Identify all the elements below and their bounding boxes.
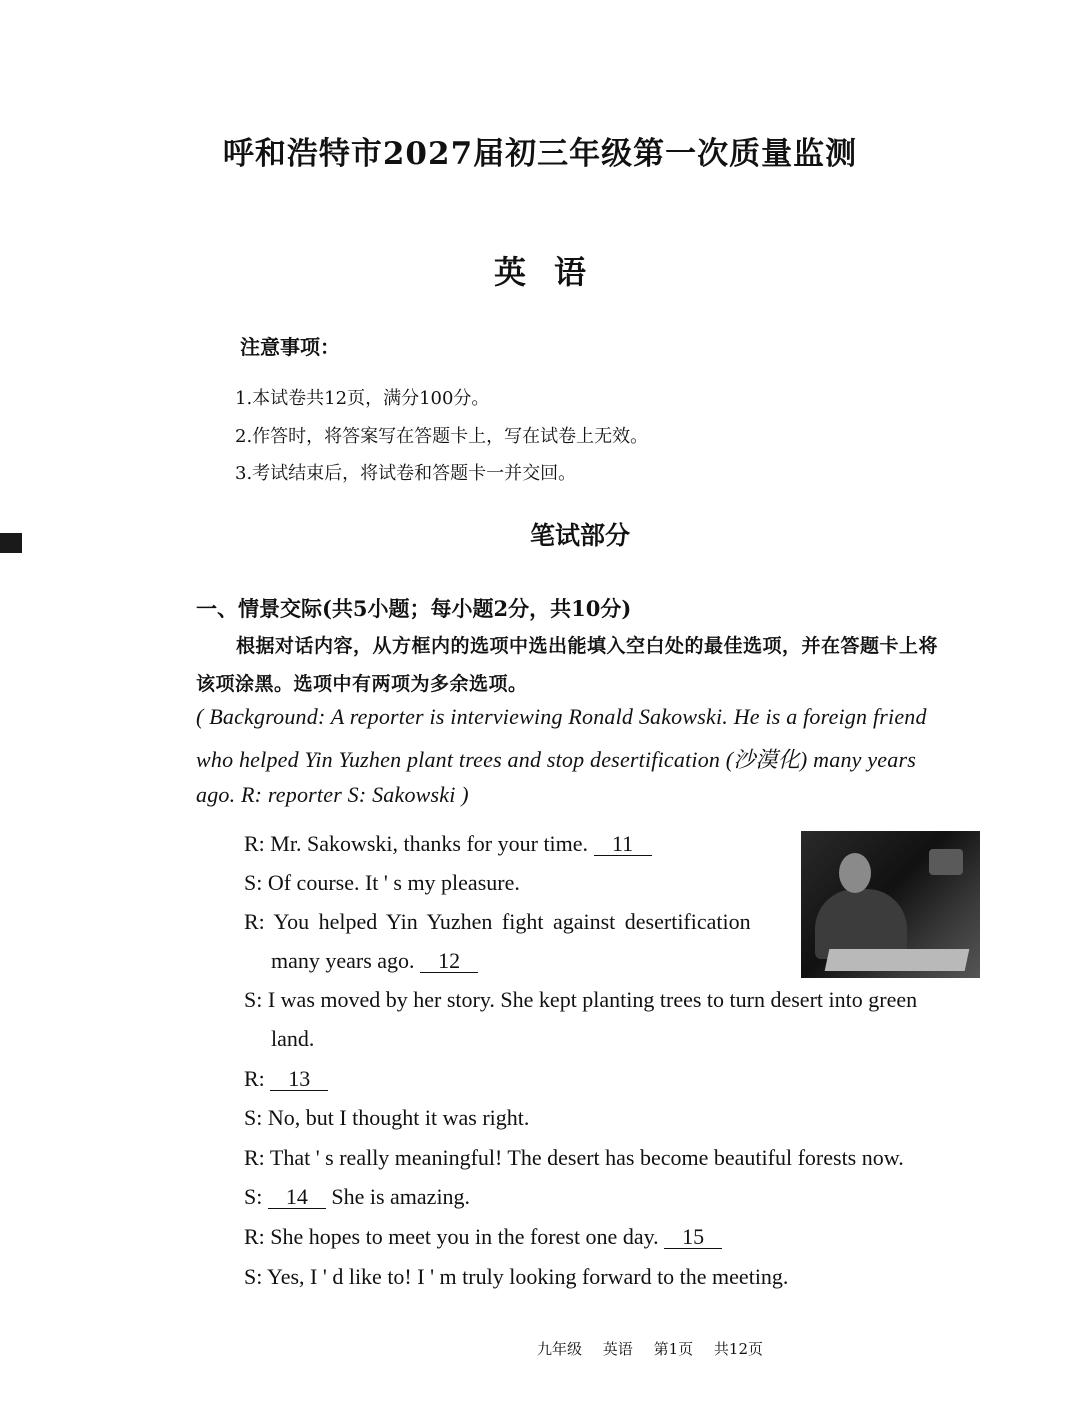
notice-item: 3.考试结束后，将试卷和答题卡一并交回。 [235, 463, 577, 484]
answer-blank: 15 [664, 1225, 722, 1249]
instruction-line: 该项涂黑。选项中有两项为多余选项。 [196, 673, 528, 695]
dialogue-line: R: 13 [244, 1066, 328, 1092]
dialogue-line: R: She hopes to meet you in the forest one day. 15 [244, 1224, 722, 1250]
footer-grade: 九年级 [536, 1340, 582, 1358]
dialogue-line: many years ago. 12 [271, 948, 478, 974]
dialogue-line: R: You helped Yin Yuzhen fight against desertification [244, 909, 751, 934]
instruction-line: 根据对话内容，从方框内的选项中选出能填入空白处的最佳选项，并在答题卡上将 [236, 635, 939, 657]
answer-blank: 14 [268, 1185, 326, 1209]
footer-subject: 英语 [602, 1340, 633, 1358]
notice-item: 1.本试卷共12页，满分100分。 [235, 388, 490, 409]
notice-item: 2.作答时，将答案写在答题卡上，写在试卷上无效。 [235, 426, 649, 447]
dialogue-line: land. [271, 1026, 315, 1051]
background-line: ago. R: reporter S: Sakowski ) [196, 782, 469, 807]
exam-title: 呼和浩特市2027届初三年级第一次质量监测 [222, 136, 858, 172]
dialogue-line: R: That ' s really meaningful! The desert has become beautiful forests now. [244, 1145, 904, 1170]
interview-photo [801, 831, 980, 978]
notice-heading: 注意事项： [240, 335, 340, 359]
subject-title: 英语 [493, 253, 614, 291]
dialogue-line: S: I was moved by her story. She kept planting trees to turn desert into green [244, 987, 918, 1012]
footer-page-number: 第1页 [653, 1340, 694, 1358]
answer-blank: 11 [594, 832, 652, 856]
dialogue-line: S: No, but I thought it was right. [244, 1105, 530, 1130]
answer-blank: 13 [270, 1067, 328, 1091]
background-line: ( Background: A reporter is interviewing Ronald Sakowski. He is a foreign friend [196, 704, 927, 729]
part-heading: 一、情景交际(共5小题；每小题2分，共10分) [196, 596, 632, 621]
page-footer [0, 1338, 1080, 1359]
dialogue-line: S: Yes, I ' d like to! I ' m truly looking forward to the meeting. [244, 1264, 789, 1289]
background-line: who helped Yin Yuzhen plant trees and stop desertification (沙漠化) many years [196, 747, 916, 772]
dialogue-line: S: 14 She is amazing. [244, 1184, 471, 1209]
footer-page-total: 共12页 [713, 1340, 763, 1358]
dialogue-line: R: Mr. Sakowski, thanks for your time. 11 [244, 831, 652, 857]
dialogue-line: S: Of course. It ' s my pleasure. [244, 870, 520, 895]
answer-blank: 12 [420, 949, 478, 973]
section-title: 笔试部分 [529, 521, 630, 550]
